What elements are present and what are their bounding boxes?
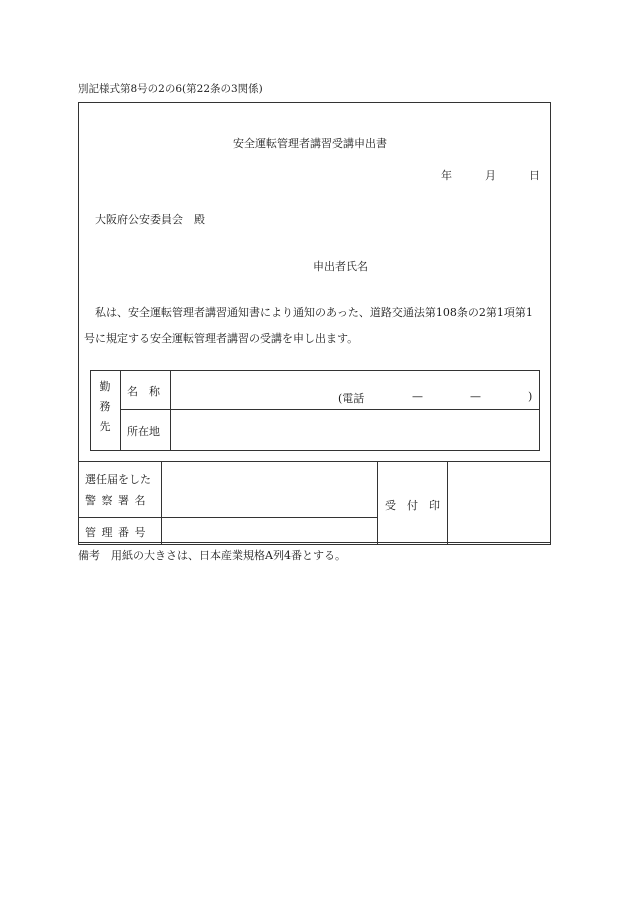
management-number-field[interactable] <box>165 520 373 542</box>
workplace-address-label: 所在地 <box>127 425 160 438</box>
divider <box>447 462 448 544</box>
workplace-address-field[interactable] <box>173 413 537 447</box>
divider <box>377 462 378 544</box>
applicant-name-label: 申出者氏名 <box>313 260 368 273</box>
phone-dash: — <box>470 390 481 403</box>
police-station-label-line1: 選任届をした <box>85 473 151 486</box>
management-number-label: 管 理 番 号 <box>85 526 147 539</box>
phone-close: ) <box>528 390 533 403</box>
phone-label: (電話 <box>338 392 365 405</box>
workplace-name-label: 名 称 <box>127 385 160 398</box>
receipt-stamp-label: 受 付 印 <box>385 499 440 512</box>
date-year-label: 年 <box>441 169 452 182</box>
office-use-table <box>78 461 551 545</box>
date-day-label: 日 <box>529 169 540 182</box>
divider <box>161 462 162 544</box>
workplace-label: 勤 務 先 <box>99 380 111 433</box>
document-title: 安全運転管理者講習受講申出書 <box>233 137 387 150</box>
divider <box>120 371 121 450</box>
receipt-stamp-area <box>451 466 547 540</box>
police-station-label-line2: 警 察 署 名 <box>85 494 147 507</box>
form-reference: 別記様式第8号の2の6(第22条の3関係) <box>78 83 263 95</box>
date-month-label: 月 <box>485 169 496 182</box>
statement-line-2: 号に規定する安全運転管理者講習の受講を申し出ます。 <box>84 332 359 345</box>
workplace-table <box>90 370 540 451</box>
divider <box>170 371 171 450</box>
remarks: 備考 用紙の大きさは、日本産業規格A列4番とする。 <box>78 549 346 562</box>
phone-dash: — <box>412 390 423 403</box>
divider <box>120 409 539 410</box>
police-station-field[interactable] <box>165 466 373 514</box>
addressee: 大阪府公安委員会 殿 <box>95 213 205 226</box>
statement-line-1: 私は、安全運転管理者講習通知書により通知のあった、道路交通法第108条の2第1項第1 <box>95 306 533 319</box>
divider <box>79 517 377 518</box>
date-line <box>441 167 540 183</box>
